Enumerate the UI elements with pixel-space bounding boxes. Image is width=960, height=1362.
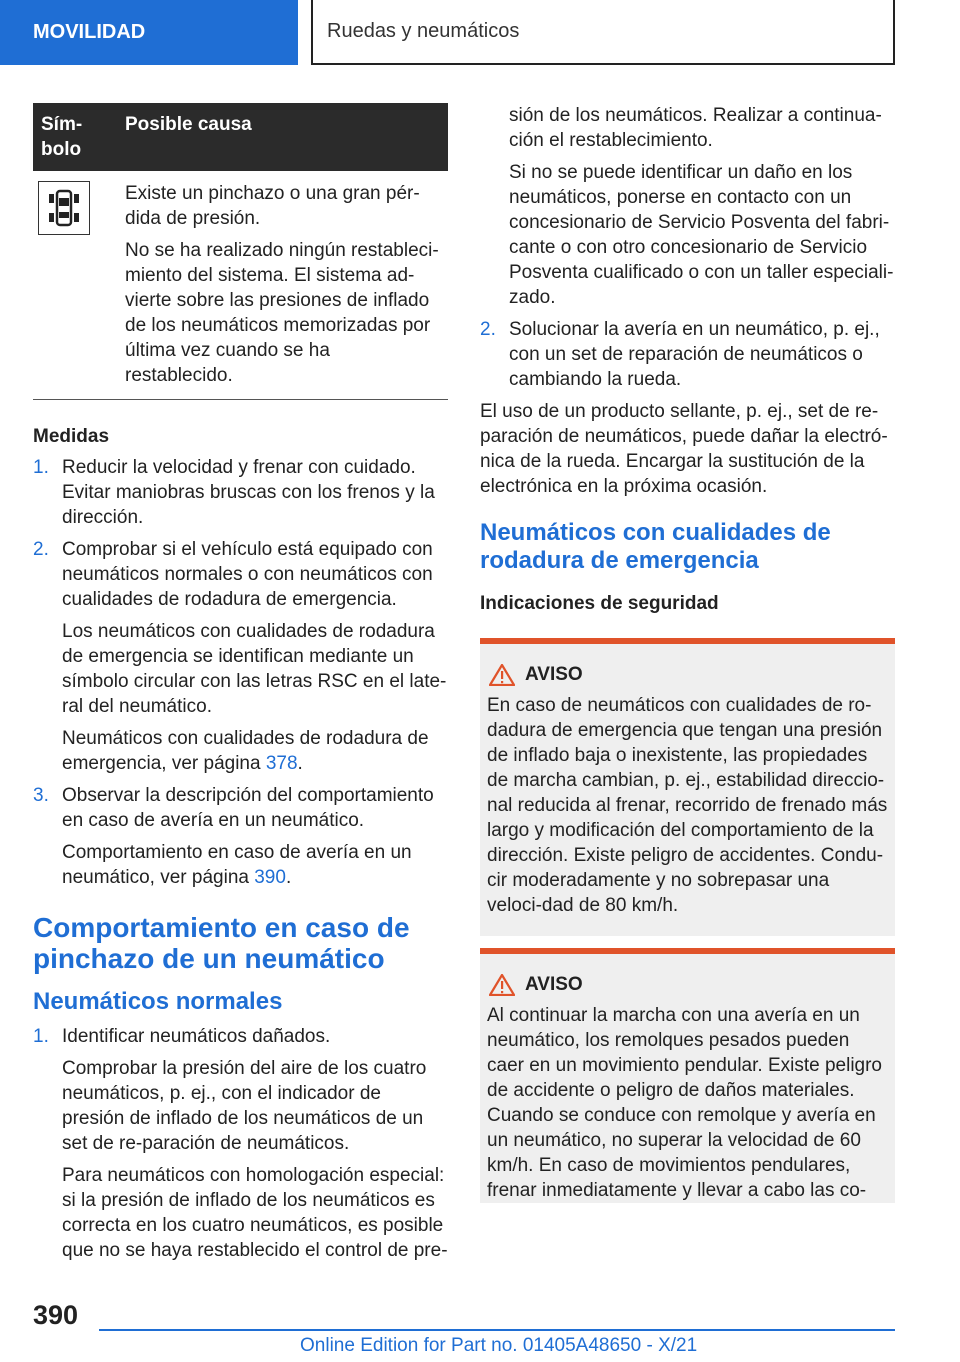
list-item-text: Solucionar la avería en un neumático, p. ej., con un set de reparación de neumáticos o cambiando la rueda.	[509, 319, 880, 390]
list-number: 1.	[33, 1026, 49, 1047]
chapter-title: Ruedas y neumáticos	[311, 0, 895, 65]
section-title: Comportamiento en caso de pinchazo de un neumático	[33, 912, 410, 974]
warning-title-row	[487, 662, 888, 687]
medidas-heading: Medidas	[33, 426, 110, 447]
normales-heading: Neumáticos normales	[33, 988, 283, 1015]
table-header-cause: Posible causa	[117, 103, 448, 171]
list-number: 2.	[33, 539, 49, 560]
list-item	[33, 455, 448, 530]
warning-box-1	[480, 638, 895, 936]
footer-divider	[99, 1329, 895, 1331]
list-item-text: Los neumáticos con cualidades de rodadura de emergencia se identifican mediante un símbolo circular con las letras RSC en el late-ral del neumático.	[62, 621, 447, 717]
list-item	[33, 1024, 448, 1263]
page-link-378[interactable]: 378	[265, 753, 298, 774]
sealant-paragraph: El uso de un producto sellante, p. ej., set de re-paración de neumáticos, puede dañar la electró-nica de la rueda. Encargar la sustitución de la electrónica en la próxima ocasión.	[480, 401, 888, 497]
list-number: 1.	[33, 457, 49, 478]
footer-edition: Online Edition for Part no. 01405A48650 - X/21	[300, 1335, 698, 1356]
cause-text-1: Existe un pinchazo o una gran pér-dida de presión.	[125, 183, 420, 229]
list-item-text: Reducir la velocidad y frenar con cuidado. Evitar maniobras bruscas con los frenos y la dirección.	[62, 457, 435, 528]
list-item	[33, 783, 448, 890]
symbol-table	[33, 103, 448, 400]
list-item	[480, 317, 895, 392]
warning-box-2	[480, 948, 895, 1203]
list-item-text	[62, 840, 448, 890]
list-item-text: Comprobar la presión del aire de los cuatro neumáticos, p. ej., con el indicador de presión de inflado de los neumáticos de un set de re-paración de neumáticos.	[62, 1058, 427, 1154]
list-item-text: Comprobar si el vehículo está equipado con neumáticos normales o con neumáticos con cualidades de rodadura de emergencia.	[62, 539, 433, 610]
warning-title: AVISO	[525, 664, 583, 685]
section-tab: MOVILIDAD	[0, 0, 298, 65]
ref-end: .	[297, 753, 303, 774]
list-item	[33, 537, 448, 776]
warning-text: En caso de neumáticos con cualidades de ro-dadura de emergencia que tengan una presión de inflado baja o inexistente, las propiedades de marcha cambian, p. ej., estabilidad direccio-nal reducida al frenar, recorrido de frenado más largo y modificación del comportamiento de la dirección. Existe peligro de accidentes. Condu-cir moderadamente y no sobrepasar una veloci-dad de 80 km/h.	[487, 695, 888, 916]
warning-triangle-icon	[489, 974, 515, 996]
medidas-list	[33, 455, 448, 890]
ref-end: .	[285, 867, 292, 888]
page-link-390[interactable]: 390	[254, 867, 286, 888]
warning-text: Al continuar la marcha con una avería en un neumático, los remolques pesados pueden caer en un movimiento pendular. Existe peligro de accidente o peligro de daños materiales. Cuando se conduce con remolque y avería en un neumático, no superar la velocidad de 60 km/h. En caso de movimientos pendulares, frenar inmediatamente y llevar a cabo las co-	[487, 1005, 883, 1201]
list-number: 3.	[33, 785, 49, 806]
left-column	[33, 103, 448, 1270]
ref-text: Comportamiento en caso de avería en un neumático, ver página	[62, 842, 412, 888]
right-column	[480, 103, 895, 1215]
table-row	[33, 171, 448, 400]
warning-title-row	[487, 972, 888, 997]
list-item-text: Observar la descripción del comportamiento en caso de avería en un neumático.	[62, 785, 434, 831]
warning-title: AVISO	[525, 974, 583, 995]
list-item	[480, 103, 895, 310]
list-item-text: Identificar neumáticos dañados.	[62, 1026, 331, 1047]
list-item-text: Si no se puede identificar un daño en los neumáticos, ponerse en contacto con un concesionario de Servicio Posventa del fabri-cante o con otro concesionario de Servicio Posventa cualificado o con un taller especiali-zado.	[509, 162, 894, 308]
warning-triangle-icon	[489, 664, 515, 686]
table-header-symbol: Sím- bolo	[33, 103, 117, 171]
normales-list	[33, 1024, 448, 1263]
rsc-heading: Neumáticos con cualidades de rodadura de emergencia	[480, 519, 831, 574]
list-number: 2.	[480, 319, 496, 340]
cause-text-2: No se ha realizado ningún restableci-miento del sistema. El sistema ad-vierte sobre las presiones de inflado de los neumáticos memorizadas por última vez cuando se ha restablecido.	[125, 240, 439, 386]
normales-list-cont	[480, 103, 895, 392]
ref-text: Neumáticos con cualidades de rodadura de emergencia, ver página	[62, 728, 429, 774]
tire-pressure-warning-icon	[38, 181, 90, 235]
list-item-text	[62, 726, 448, 776]
safety-heading: Indicaciones de seguridad	[480, 593, 719, 614]
list-item-text: sión de los neumáticos. Realizar a continua-ción el restablecimiento.	[509, 105, 882, 151]
list-item-text: Para neumáticos con homologación especial: si la presión de inflado de los neumáticos es correcta en los cuatro neumáticos, es posible que no se haya restablecido el control de pre-	[62, 1165, 448, 1261]
page-number: 390	[33, 1300, 79, 1330]
